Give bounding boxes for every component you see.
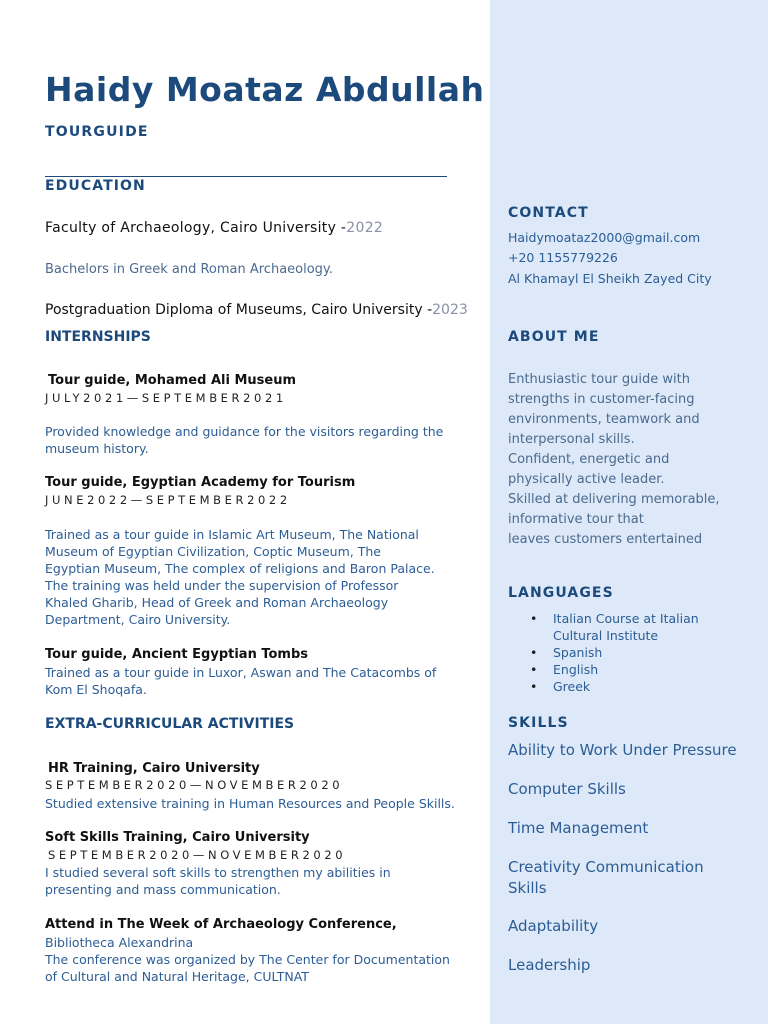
skill-item: Ability to Work Under Pressure <box>508 741 737 759</box>
skills-heading: SKILLS <box>508 715 569 731</box>
languages-list <box>508 610 718 695</box>
about-line: Enthusiastic tour guide with <box>508 372 690 387</box>
contact-email[interactable]: Haidymoataz2000@gmail.com <box>508 230 701 245</box>
activity-2-description: I studied several soft skills to strengthen my abilities in presenting and mass communication. <box>45 865 391 897</box>
internship-1-title: Tour guide, Mohamed Ali Museum <box>48 373 297 388</box>
activity-3-description: The conference was organized by The Center for Documentation of Cultural and Natural Heritage, CULTNAT <box>45 952 450 984</box>
about-line: Confident, energetic and <box>508 452 670 467</box>
education-degree: Bachelors in Greek and Roman Archaeology. <box>45 262 333 277</box>
education-entry-2-year: 2023 <box>432 302 468 318</box>
activity-1-description: Studied extensive training in Human Resources and People Skills. <box>45 796 455 811</box>
skill-item: Adaptability <box>508 917 599 935</box>
language-item: • English <box>508 661 718 678</box>
education-entry-1 <box>45 220 383 236</box>
activity-3-title: Attend in The Week of Archaeology Conference, <box>45 917 397 932</box>
contact-address: Al Khamayl El Sheikh Zayed City <box>508 271 712 286</box>
internships-heading: INTERNSHIPS <box>45 329 151 345</box>
education-divider <box>45 176 447 177</box>
language-item: • Italian Course at Italian Cultural Institute <box>508 610 718 644</box>
skill-item: Creativity Communication Skills <box>508 858 704 897</box>
activity-1-dates: SEPTEMBER2020—NOVEMBER2020 <box>45 778 344 792</box>
contact-heading: CONTACT <box>508 205 589 221</box>
languages-heading: LANGUAGES <box>508 585 614 601</box>
about-line: Skilled at delivering memorable, <box>508 492 720 507</box>
education-heading: EDUCATION <box>45 178 146 194</box>
internship-2-dates: JUNE2022—SEPTEMBER2022 <box>45 493 291 507</box>
internship-3-description: Trained as a tour guide in Luxor, Aswan and The Catacombs of Kom El Shoqafa. <box>45 665 437 697</box>
about-line: leaves customers entertained <box>508 532 703 547</box>
skill-item: Leadership <box>508 956 591 974</box>
language-item: • Greek <box>508 678 718 695</box>
internship-3-title: Tour guide, Ancient Egyptian Tombs <box>45 647 309 662</box>
internship-1-description: Provided knowledge and guidance for the visitors regarding the museum history. <box>45 424 444 456</box>
about-text <box>508 370 720 550</box>
job-role: TOURGUIDE <box>45 124 149 140</box>
internship-2-description: Trained as a tour guide in Islamic Art Museum, The National Museum of Egyptian Civilization, Coptic Museum, The Egyptian Museum, The complex of religions and Baron Palace. The training was held under the supervision of Professor Khaled Gharib, Head of Greek and Roman Archaeology Department, Cairo University. <box>45 527 435 627</box>
activity-1-title: HR Training, Cairo University <box>48 761 260 776</box>
about-line: environments, teamwork and <box>508 412 700 427</box>
activity-3-subtitle: Bibliotheca Alexandrina <box>45 935 194 950</box>
skill-item: Computer Skills <box>508 780 626 798</box>
internship-1-dates: JULY2021—SEPTEMBER2021 <box>45 391 287 405</box>
education-entry-2-title: Postgraduation Diploma of Museums, Cairo University - <box>45 302 433 318</box>
about-line: physically active leader. <box>508 472 665 487</box>
internship-2-title: Tour guide, Egyptian Academy for Tourism <box>45 475 356 490</box>
skill-item: Time Management <box>508 819 649 837</box>
about-heading: ABOUT ME <box>508 329 600 345</box>
education-entry-2 <box>45 302 468 318</box>
education-entry-1-title: Faculty of Archaeology, Cairo University - <box>45 220 347 236</box>
about-line: interpersonal skills. <box>508 432 635 447</box>
contact-phone[interactable]: +20 1155779226 <box>508 250 618 265</box>
activity-2-dates: SEPTEMBER2020—NOVEMBER2020 <box>48 848 347 862</box>
about-line: strengths in customer-facing <box>508 392 695 407</box>
activity-2-title: Soft Skills Training, Cairo University <box>45 830 310 845</box>
language-item: • Spanish <box>508 644 718 661</box>
education-entry-1-year: 2022 <box>346 220 384 236</box>
person-name: Haidy Moataz Abdullah <box>45 70 485 109</box>
extra-curricular-heading: EXTRA-CURRICULAR ACTIVITIES <box>45 716 295 732</box>
about-line: informative tour that <box>508 512 644 527</box>
